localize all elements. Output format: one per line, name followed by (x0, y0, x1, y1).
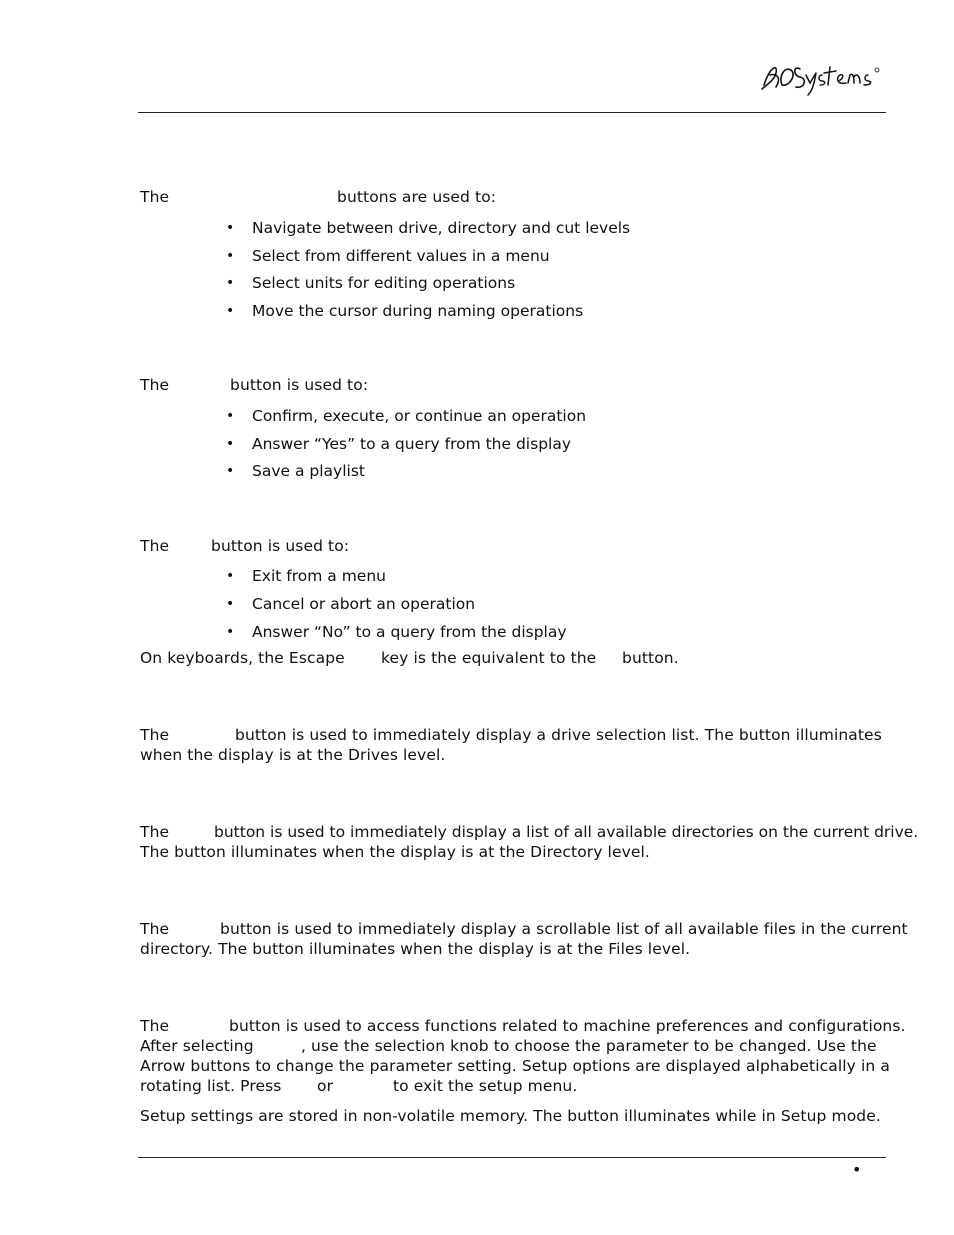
setup-text: to exit the setup menu. (393, 1077, 578, 1095)
footer-rule (138, 1157, 886, 1158)
list-item: Move the cursor during naming operations (252, 302, 584, 320)
drives-text: The (140, 726, 170, 744)
drives-text: button is used to immediately display a drive selection list. The button illuminates (235, 726, 882, 744)
setup-text: or (317, 1077, 334, 1095)
esc-keyboard-text: On keyboards, the Escape (140, 649, 345, 667)
setup-text: Arrow buttons to change the parameter setting. Setup options are displayed alphabetically in a (140, 1057, 890, 1075)
setup-text: rotating list. Press (140, 1077, 282, 1095)
files-text: directory. The button illuminates when the display is at the Files level. (140, 940, 691, 958)
enter-intro-end: button is used to: (230, 376, 369, 394)
bullet: • (226, 596, 235, 612)
list-item: Confirm, execute, or continue an operation (252, 407, 587, 425)
directory-text: button is used to immediately display a list of all available directories on the current drive. (214, 823, 919, 841)
setup-note: Setup settings are stored in non-volatile memory. The button illuminates while in Setup mode. (140, 1107, 881, 1125)
list-item: Exit from a menu (252, 567, 386, 585)
directory-text: The button illuminates when the display is at the Directory level. (140, 843, 650, 861)
setup-text: , use the selection knob to choose the parameter to be changed. Use the (301, 1037, 877, 1055)
list-item: Answer “No” to a query from the display (252, 623, 567, 641)
list-item: Select from different values in a menu (252, 247, 550, 265)
list-item: Save a playlist (252, 462, 365, 480)
header-rule (138, 112, 886, 113)
setup-text: button is used to access functions related to machine preferences and configurations. (229, 1017, 906, 1035)
bullet: • (226, 220, 235, 236)
esc-intro-start: The (140, 537, 170, 555)
bullet: • (226, 408, 235, 424)
esc-intro-end: button is used to: (211, 537, 350, 555)
footer-bullet: • (852, 1160, 862, 1179)
arrows-intro-start: The (140, 188, 170, 206)
list-item: Navigate between drive, directory and cut levels (252, 219, 631, 237)
setup-text: After selecting (140, 1037, 254, 1055)
bullet: • (226, 248, 235, 264)
list-item: Answer “Yes” to a query from the display (252, 435, 572, 453)
setup-text: The (140, 1017, 170, 1035)
directory-text: The (140, 823, 170, 841)
bullet: • (226, 436, 235, 452)
drives-text: when the display is at the Drives level. (140, 746, 446, 764)
bullet: • (226, 303, 235, 319)
list-item: Select units for editing operations (252, 274, 516, 292)
files-text: button is used to immediately display a scrollable list of all available files in the current (220, 920, 908, 938)
bullet: • (226, 568, 235, 584)
bullet: • (226, 624, 235, 640)
enter-intro-start: The (140, 376, 170, 394)
arrows-intro-end: buttons are used to: (337, 188, 497, 206)
bullet: • (226, 275, 235, 291)
esc-keyboard-text: key is the equivalent to the (381, 649, 597, 667)
esc-keyboard-text: button. (622, 649, 679, 667)
bullet: • (226, 463, 235, 479)
list-item: Cancel or abort an operation (252, 595, 476, 613)
company-logo (756, 55, 886, 97)
files-text: The (140, 920, 170, 938)
